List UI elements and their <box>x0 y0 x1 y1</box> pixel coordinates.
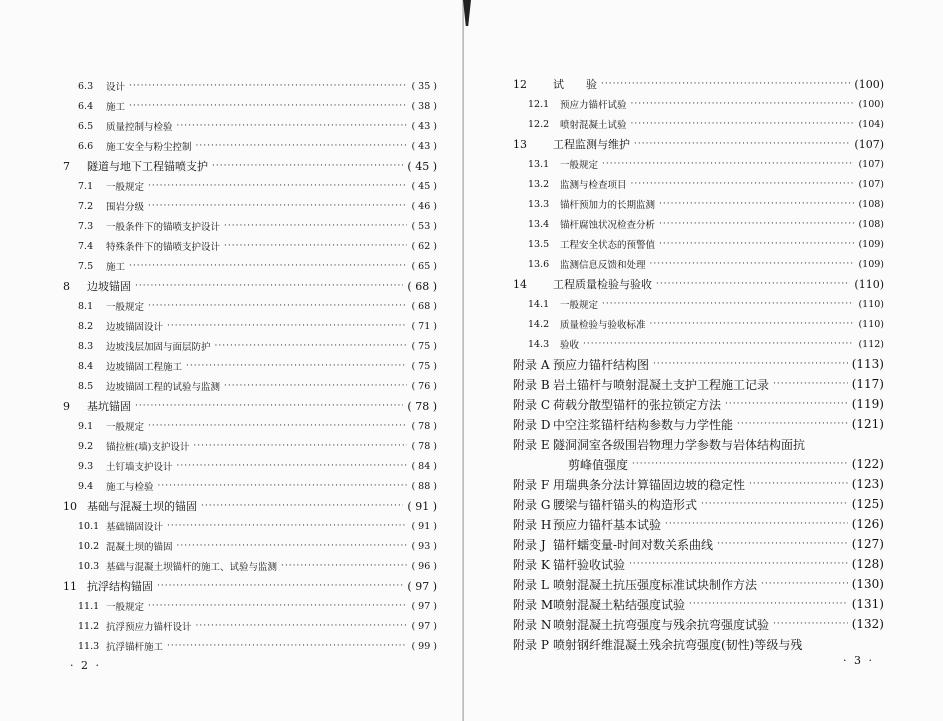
dot-leader <box>631 119 855 129</box>
toc-entry-page: ( 78 ) <box>407 399 437 413</box>
dot-leader <box>659 219 854 229</box>
toc-entry-number: 9.3 <box>78 460 94 472</box>
toc-entry-page: ( 84 ) <box>411 460 437 472</box>
toc-entry-title: 锚杆蠕变量-时间对数关系曲线 <box>553 537 714 552</box>
dot-leader <box>212 161 403 171</box>
toc-entry-title: 腰梁与锚杆锚头的构造形式 <box>553 497 698 512</box>
toc-entry <box>78 77 437 95</box>
toc-entry-number: 13.5 <box>528 238 550 250</box>
toc-entry-title: 质量控制与检验 <box>106 122 173 133</box>
dot-leader <box>129 81 407 91</box>
toc-entry-page: (109) <box>858 258 884 270</box>
toc-entry <box>528 295 884 313</box>
dot-leader <box>129 261 407 271</box>
toc-entry <box>513 75 884 93</box>
toc-entry-title: 施工 <box>106 262 126 273</box>
toc-entry <box>78 537 437 555</box>
toc-entry <box>513 615 884 633</box>
toc-entry-number: 7.1 <box>78 180 94 192</box>
toc-entry <box>63 397 437 415</box>
toc-entry-page: ( 99 ) <box>411 640 437 652</box>
toc-entry-title: 基础与混凝土坝锚杆的施工、试验与监测 <box>106 562 278 573</box>
toc-entry-number: 9 <box>63 399 70 413</box>
toc-entry <box>63 497 437 515</box>
toc-entry-number: 6.5 <box>78 120 94 132</box>
toc-entry-page: ( 88 ) <box>411 480 437 492</box>
toc-entry-number: 附录 M <box>513 597 554 612</box>
toc-entry <box>78 637 437 655</box>
toc-entry-title: 锚杆验收试验 <box>553 557 626 572</box>
dot-leader <box>148 301 407 311</box>
dot-leader <box>632 459 848 469</box>
toc-entry <box>513 355 884 373</box>
dot-leader <box>215 341 408 351</box>
toc-entry <box>513 475 884 493</box>
toc-entry-number: 8.2 <box>78 320 94 332</box>
toc-entry-title: 监测信息反馈和处理 <box>560 260 646 271</box>
toc-entry <box>528 235 884 253</box>
toc-entry-number: 10.3 <box>78 560 100 572</box>
dot-leader <box>773 379 848 389</box>
toc-entry-number: 8.4 <box>78 360 94 372</box>
dot-leader <box>167 521 407 531</box>
dot-leader <box>148 601 407 611</box>
toc-entry-title: 土钉墙支护设计 <box>106 462 173 473</box>
toc-entry <box>78 297 437 315</box>
toc-entry-number: 9.1 <box>78 420 94 432</box>
toc-entry-title: 混凝土坝的锚固 <box>106 542 173 553</box>
toc-entry-title: 施工安全与粉尘控制 <box>106 142 192 153</box>
toc-entry-number: 9.2 <box>78 440 94 452</box>
toc-entry-number: 6.4 <box>78 100 94 112</box>
toc-entry-title: 喷射混凝土抗弯强度与残余抗弯强度试验 <box>553 617 770 632</box>
toc-entry-title: 一般规定 <box>106 302 145 313</box>
toc-entry-number: 13.4 <box>528 218 550 230</box>
toc-entry-page: (107) <box>854 137 884 151</box>
toc-entry-page: (107) <box>858 158 884 170</box>
dot-leader <box>148 201 407 211</box>
toc-entry-number: 7 <box>63 159 70 173</box>
toc-entry-page: (104) <box>858 118 884 130</box>
toc-entry-number: 13.2 <box>528 178 550 190</box>
dot-leader <box>631 99 855 109</box>
toc-entry-page: ( 96 ) <box>411 560 437 572</box>
toc-entry-page: (108) <box>858 218 884 230</box>
dot-leader <box>186 361 407 371</box>
toc-entry-number: 8.1 <box>78 300 94 312</box>
toc-entry <box>78 177 437 195</box>
toc-entry-page: ( 62 ) <box>411 240 437 252</box>
dot-leader <box>761 579 848 589</box>
toc-entry-title: 监测与检查项目 <box>560 180 627 191</box>
dot-leader <box>148 421 407 431</box>
toc-entry <box>513 435 884 453</box>
toc-entry <box>528 175 884 193</box>
dot-leader <box>602 159 854 169</box>
toc-entry-page: (127) <box>851 537 884 551</box>
toc-entry <box>78 237 437 255</box>
toc-entry-number: 附录 N <box>513 617 552 632</box>
toc-entry-number: 14.3 <box>528 338 550 350</box>
toc-entry <box>78 117 437 135</box>
toc-entry-title: 用瑞典条分法计算锚固边坡的稳定性 <box>553 477 746 492</box>
toc-entry-page: (107) <box>858 178 884 190</box>
toc-entry-page: (132) <box>851 617 884 631</box>
left-page-number: · 2 · <box>70 659 101 672</box>
toc-entry-number: 附录 B <box>513 377 550 392</box>
dot-leader <box>659 239 854 249</box>
toc-entry <box>63 577 437 595</box>
toc-entry-number: 附录 F <box>513 477 550 492</box>
toc-entry-title: 施工 <box>106 102 126 113</box>
toc-entry-number: 14.2 <box>528 318 550 330</box>
toc-entry <box>528 115 884 133</box>
toc-entry <box>63 157 437 175</box>
toc-entry-page: ( 91 ) <box>411 520 437 532</box>
dot-leader <box>148 181 407 191</box>
toc-entry-page: ( 68 ) <box>407 279 437 293</box>
toc-entry <box>513 375 884 393</box>
toc-entry-title: 剪峰值强度 <box>568 457 629 472</box>
toc-entry-page: (110) <box>858 298 884 310</box>
dot-leader <box>773 619 848 629</box>
toc-entry-number: 8.3 <box>78 340 94 352</box>
toc-entry-number: 9.4 <box>78 480 94 492</box>
dot-leader <box>717 539 848 549</box>
toc-entry-title: 施工与检验 <box>106 482 154 493</box>
toc-entry <box>513 395 884 413</box>
dot-leader <box>629 559 848 569</box>
toc-entry <box>78 137 437 155</box>
toc-entry-page: ( 91 ) <box>407 499 437 513</box>
toc-entry-title: 基础锚固设计 <box>106 522 164 533</box>
toc-entry-page: ( 43 ) <box>411 120 437 132</box>
dot-leader <box>167 641 407 651</box>
toc-entry-number: 7.5 <box>78 260 94 272</box>
toc-entry <box>528 215 884 233</box>
toc-entry <box>528 255 884 273</box>
toc-entry-page: (119) <box>851 397 884 411</box>
toc-entry-title: 围岩分级 <box>106 202 145 213</box>
toc-entry <box>528 335 884 353</box>
toc-entry-page: ( 97 ) <box>407 579 437 593</box>
dot-leader <box>177 461 408 471</box>
toc-entry <box>78 97 437 115</box>
toc-entry-title: 一般规定 <box>106 182 145 193</box>
dot-leader <box>665 519 848 529</box>
toc-entry-number: 12.1 <box>528 98 550 110</box>
toc-entry-title: 预应力锚杆试验 <box>560 100 627 111</box>
toc-entry-page: ( 46 ) <box>411 200 437 212</box>
toc-entry-page: (131) <box>851 597 884 611</box>
toc-entry <box>513 575 884 593</box>
toc-entry-title: 抗浮锚杆施工 <box>106 642 164 653</box>
toc-entry-page: (110) <box>854 277 884 291</box>
toc-entry-page: (110) <box>858 318 884 330</box>
toc-entry-title: 边坡锚固 <box>87 280 131 293</box>
toc-entry-number: 12 <box>513 77 527 91</box>
dot-leader <box>129 101 407 111</box>
toc-entry-number: 7.2 <box>78 200 94 212</box>
toc-entry-title: 工程监测与维护 <box>553 138 630 151</box>
right-page-number: · 3 · <box>843 654 874 667</box>
dot-leader <box>634 139 850 149</box>
toc-entry <box>78 457 437 475</box>
toc-entry-page: ( 76 ) <box>411 380 437 392</box>
toc-entry-title: 锚杆腐蚀状况检查分析 <box>560 220 656 231</box>
toc-entry-number: 附录 G <box>513 497 551 512</box>
toc-entry-title: 预应力锚杆结构图 <box>553 357 650 372</box>
toc-entry-page: ( 78 ) <box>411 420 437 432</box>
toc-entry-title: 质量检验与验收标准 <box>560 320 646 331</box>
toc-entry-page: (108) <box>858 198 884 210</box>
dot-leader <box>157 581 403 591</box>
toc-entry-number: 8 <box>63 279 70 293</box>
toc-entry-page: ( 38 ) <box>411 100 437 112</box>
toc-entry-page: (123) <box>851 477 884 491</box>
toc-entry-number: 12.2 <box>528 118 550 130</box>
toc-entry-number: 13.6 <box>528 258 550 270</box>
toc-entry-number: 14.1 <box>528 298 550 310</box>
toc-entry-page: ( 78 ) <box>411 440 437 452</box>
toc-entry-page: ( 35 ) <box>411 80 437 92</box>
toc-entry-number: 6.6 <box>78 140 94 152</box>
dot-leader <box>135 401 403 411</box>
toc-entry <box>78 257 437 275</box>
dot-leader <box>201 501 403 511</box>
toc-entry-number: 6.3 <box>78 80 94 92</box>
toc-entry <box>78 337 437 355</box>
dot-leader <box>193 441 407 451</box>
toc-entry-title: 工程安全状态的预警值 <box>560 240 656 251</box>
toc-entry-title: 边坡浅层加固与面层防护 <box>106 342 211 353</box>
toc-entry-title: 预应力锚杆基本试验 <box>553 517 662 532</box>
toc-entry-page: ( 75 ) <box>411 340 437 352</box>
toc-entry-page: (100) <box>858 98 884 110</box>
toc-entry-title: 一般规定 <box>560 160 599 171</box>
toc-entry <box>513 555 884 573</box>
toc-entry <box>513 515 884 533</box>
dot-leader <box>737 419 848 429</box>
dot-leader <box>167 321 407 331</box>
toc-entry-title: 一般规定 <box>106 422 145 433</box>
toc-entry-title: 喷射混凝土粘结强度试验 <box>553 597 686 612</box>
toc-entry <box>78 517 437 535</box>
dot-leader <box>650 259 855 269</box>
toc-entry-page: ( 45 ) <box>411 180 437 192</box>
toc-entry-title: 锚拉桩(墙)支护设计 <box>106 442 190 453</box>
toc-entry-number: 附录 H <box>513 517 552 532</box>
toc-entry-page: (117) <box>851 377 884 391</box>
toc-entry-number: 11.2 <box>78 620 100 632</box>
toc-entry <box>513 135 884 153</box>
toc-entry-title: 基础与混凝土坝的锚固 <box>87 500 197 513</box>
toc-entry-title: 隧道与地下工程锚喷支护 <box>87 160 208 173</box>
toc-entry-page: (121) <box>851 417 884 431</box>
dot-leader <box>701 499 848 509</box>
toc-entry-number: 10 <box>63 499 77 513</box>
toc-entry-title: 喷射钢纤维混凝土残余抗弯强度(韧性)等级与残 <box>553 637 803 652</box>
toc-entry-title: 基坑锚固 <box>87 400 131 413</box>
dot-leader <box>689 599 848 609</box>
toc-entry <box>528 315 884 333</box>
toc-entry-page: ( 97 ) <box>411 600 437 612</box>
dot-leader <box>135 281 403 291</box>
toc-entry-number: 13.3 <box>528 198 550 210</box>
toc-entry-number: 10.1 <box>78 520 100 532</box>
toc-entry-title: 特殊条件下的锚喷支护设计 <box>106 242 221 253</box>
dot-leader <box>177 541 408 551</box>
toc-entry-number: 附录 L <box>513 577 549 592</box>
toc-entry-page: (126) <box>851 517 884 531</box>
toc-entry-number: 附录 J <box>513 537 546 552</box>
toc-entry <box>528 155 884 173</box>
toc-entry-title: 一般规定 <box>560 300 599 311</box>
toc-entry <box>513 275 884 293</box>
toc-entry-page: ( 53 ) <box>411 220 437 232</box>
toc-entry-page: ( 71 ) <box>411 320 437 332</box>
toc-entry-page: ( 97 ) <box>411 620 437 632</box>
toc-entry-title: 一般规定 <box>106 602 145 613</box>
toc-entry <box>78 197 437 215</box>
toc-entry-title: 设计 <box>106 82 126 93</box>
toc-entry <box>528 195 884 213</box>
toc-entry <box>513 535 884 553</box>
toc-entry-number: 13.1 <box>528 158 550 170</box>
toc-entry-page: (109) <box>858 238 884 250</box>
dot-leader <box>281 561 407 571</box>
toc-entry-number: 附录 C <box>513 397 550 412</box>
toc-entry-number: 7.3 <box>78 220 94 232</box>
toc-entry-title: 喷射混凝土试验 <box>560 120 627 131</box>
toc-entry <box>78 217 437 235</box>
toc-entry-number: 附录 A <box>513 357 550 372</box>
toc-entry-title: 岩土锚杆与喷射混凝土支护工程施工记录 <box>553 377 770 392</box>
toc-entry-title: 抗浮预应力锚杆设计 <box>106 622 192 633</box>
toc-entry-title: 边坡锚固设计 <box>106 322 164 333</box>
dot-leader <box>656 279 850 289</box>
toc-entry-number: 附录 D <box>513 417 551 432</box>
toc-entry-number: 10.2 <box>78 540 100 552</box>
toc-entry-number: 13 <box>513 137 527 151</box>
toc-entry-number: 附录 E <box>513 437 550 452</box>
toc-entry <box>63 277 437 295</box>
toc-entry-title: 试 验 <box>553 78 597 91</box>
toc-entry <box>528 95 884 113</box>
dot-leader <box>196 621 408 631</box>
toc-entry <box>513 495 884 513</box>
toc-entry-page: (130) <box>851 577 884 591</box>
toc-entry <box>78 317 437 335</box>
toc-entry-number: 11.3 <box>78 640 100 652</box>
dot-leader <box>224 241 407 251</box>
toc-entry-page: (125) <box>851 497 884 511</box>
toc-entry-title: 隧洞洞室各级围岩物理力学参数与岩体结构面抗 <box>553 437 806 452</box>
dot-leader <box>631 179 855 189</box>
dot-leader <box>650 319 855 329</box>
toc-entry-title: 荷载分散型锚杆的张拉锁定方法 <box>553 397 722 412</box>
dot-leader <box>659 199 854 209</box>
toc-entry-title: 中空注浆锚杆结构参数与力学性能 <box>553 417 734 432</box>
dot-leader <box>196 141 408 151</box>
toc-entry-page: ( 45 ) <box>407 159 437 173</box>
toc-entry-number: 14 <box>513 277 527 291</box>
toc-entry <box>513 415 884 433</box>
dot-leader <box>725 399 848 409</box>
toc-entry <box>513 635 884 653</box>
dot-leader <box>601 79 850 89</box>
dot-leader <box>177 121 408 131</box>
toc-entry-title: 边坡锚固工程的试验与监测 <box>106 382 221 393</box>
toc-entry-page: (113) <box>851 357 884 371</box>
toc-entry-title: 工程质量检验与验收 <box>553 278 652 291</box>
toc-entry-page: (122) <box>851 457 884 471</box>
toc-entry-number: 附录 P <box>513 637 549 652</box>
toc-entry-title: 一般条件下的锚喷支护设计 <box>106 222 221 233</box>
toc-entry-number: 11.1 <box>78 600 100 612</box>
dot-leader <box>583 339 854 349</box>
toc-entry-title: 验收 <box>560 340 580 351</box>
toc-entry <box>78 377 437 395</box>
dot-leader <box>749 479 848 489</box>
toc-entry-page: (112) <box>858 338 884 350</box>
toc-entry <box>568 455 884 473</box>
toc-entry <box>78 557 437 575</box>
dot-leader <box>224 221 407 231</box>
toc-entry <box>78 477 437 495</box>
toc-entry <box>78 617 437 635</box>
toc-entry-page: ( 68 ) <box>411 300 437 312</box>
toc-entry <box>78 437 437 455</box>
toc-entry-page: ( 93 ) <box>411 540 437 552</box>
toc-entry-page: (100) <box>854 77 884 91</box>
toc-entry-number: 8.5 <box>78 380 94 392</box>
toc-entry-title: 喷射混凝土抗压强度标准试块制作方法 <box>553 577 758 592</box>
toc-entry-page: ( 43 ) <box>411 140 437 152</box>
dot-leader <box>224 381 407 391</box>
toc-entry-number: 附录 K <box>513 557 550 572</box>
toc-entry-number: 7.4 <box>78 240 94 252</box>
toc-entry-page: ( 75 ) <box>411 360 437 372</box>
toc-entry-number: 11 <box>63 579 77 593</box>
toc-entry-page: ( 65 ) <box>411 260 437 272</box>
dot-leader <box>653 359 848 369</box>
toc-entry <box>78 597 437 615</box>
dot-leader <box>158 481 408 491</box>
toc-entry-title: 边坡锚固工程施工 <box>106 362 183 373</box>
toc-entry-page: (128) <box>851 557 884 571</box>
toc-entry <box>513 595 884 613</box>
toc-entry-title: 锚杆预加力的长期监测 <box>560 200 656 211</box>
toc-entry <box>78 357 437 375</box>
toc-entry <box>78 417 437 435</box>
toc-entry-title: 抗浮结构锚固 <box>87 580 153 593</box>
dot-leader <box>602 299 854 309</box>
